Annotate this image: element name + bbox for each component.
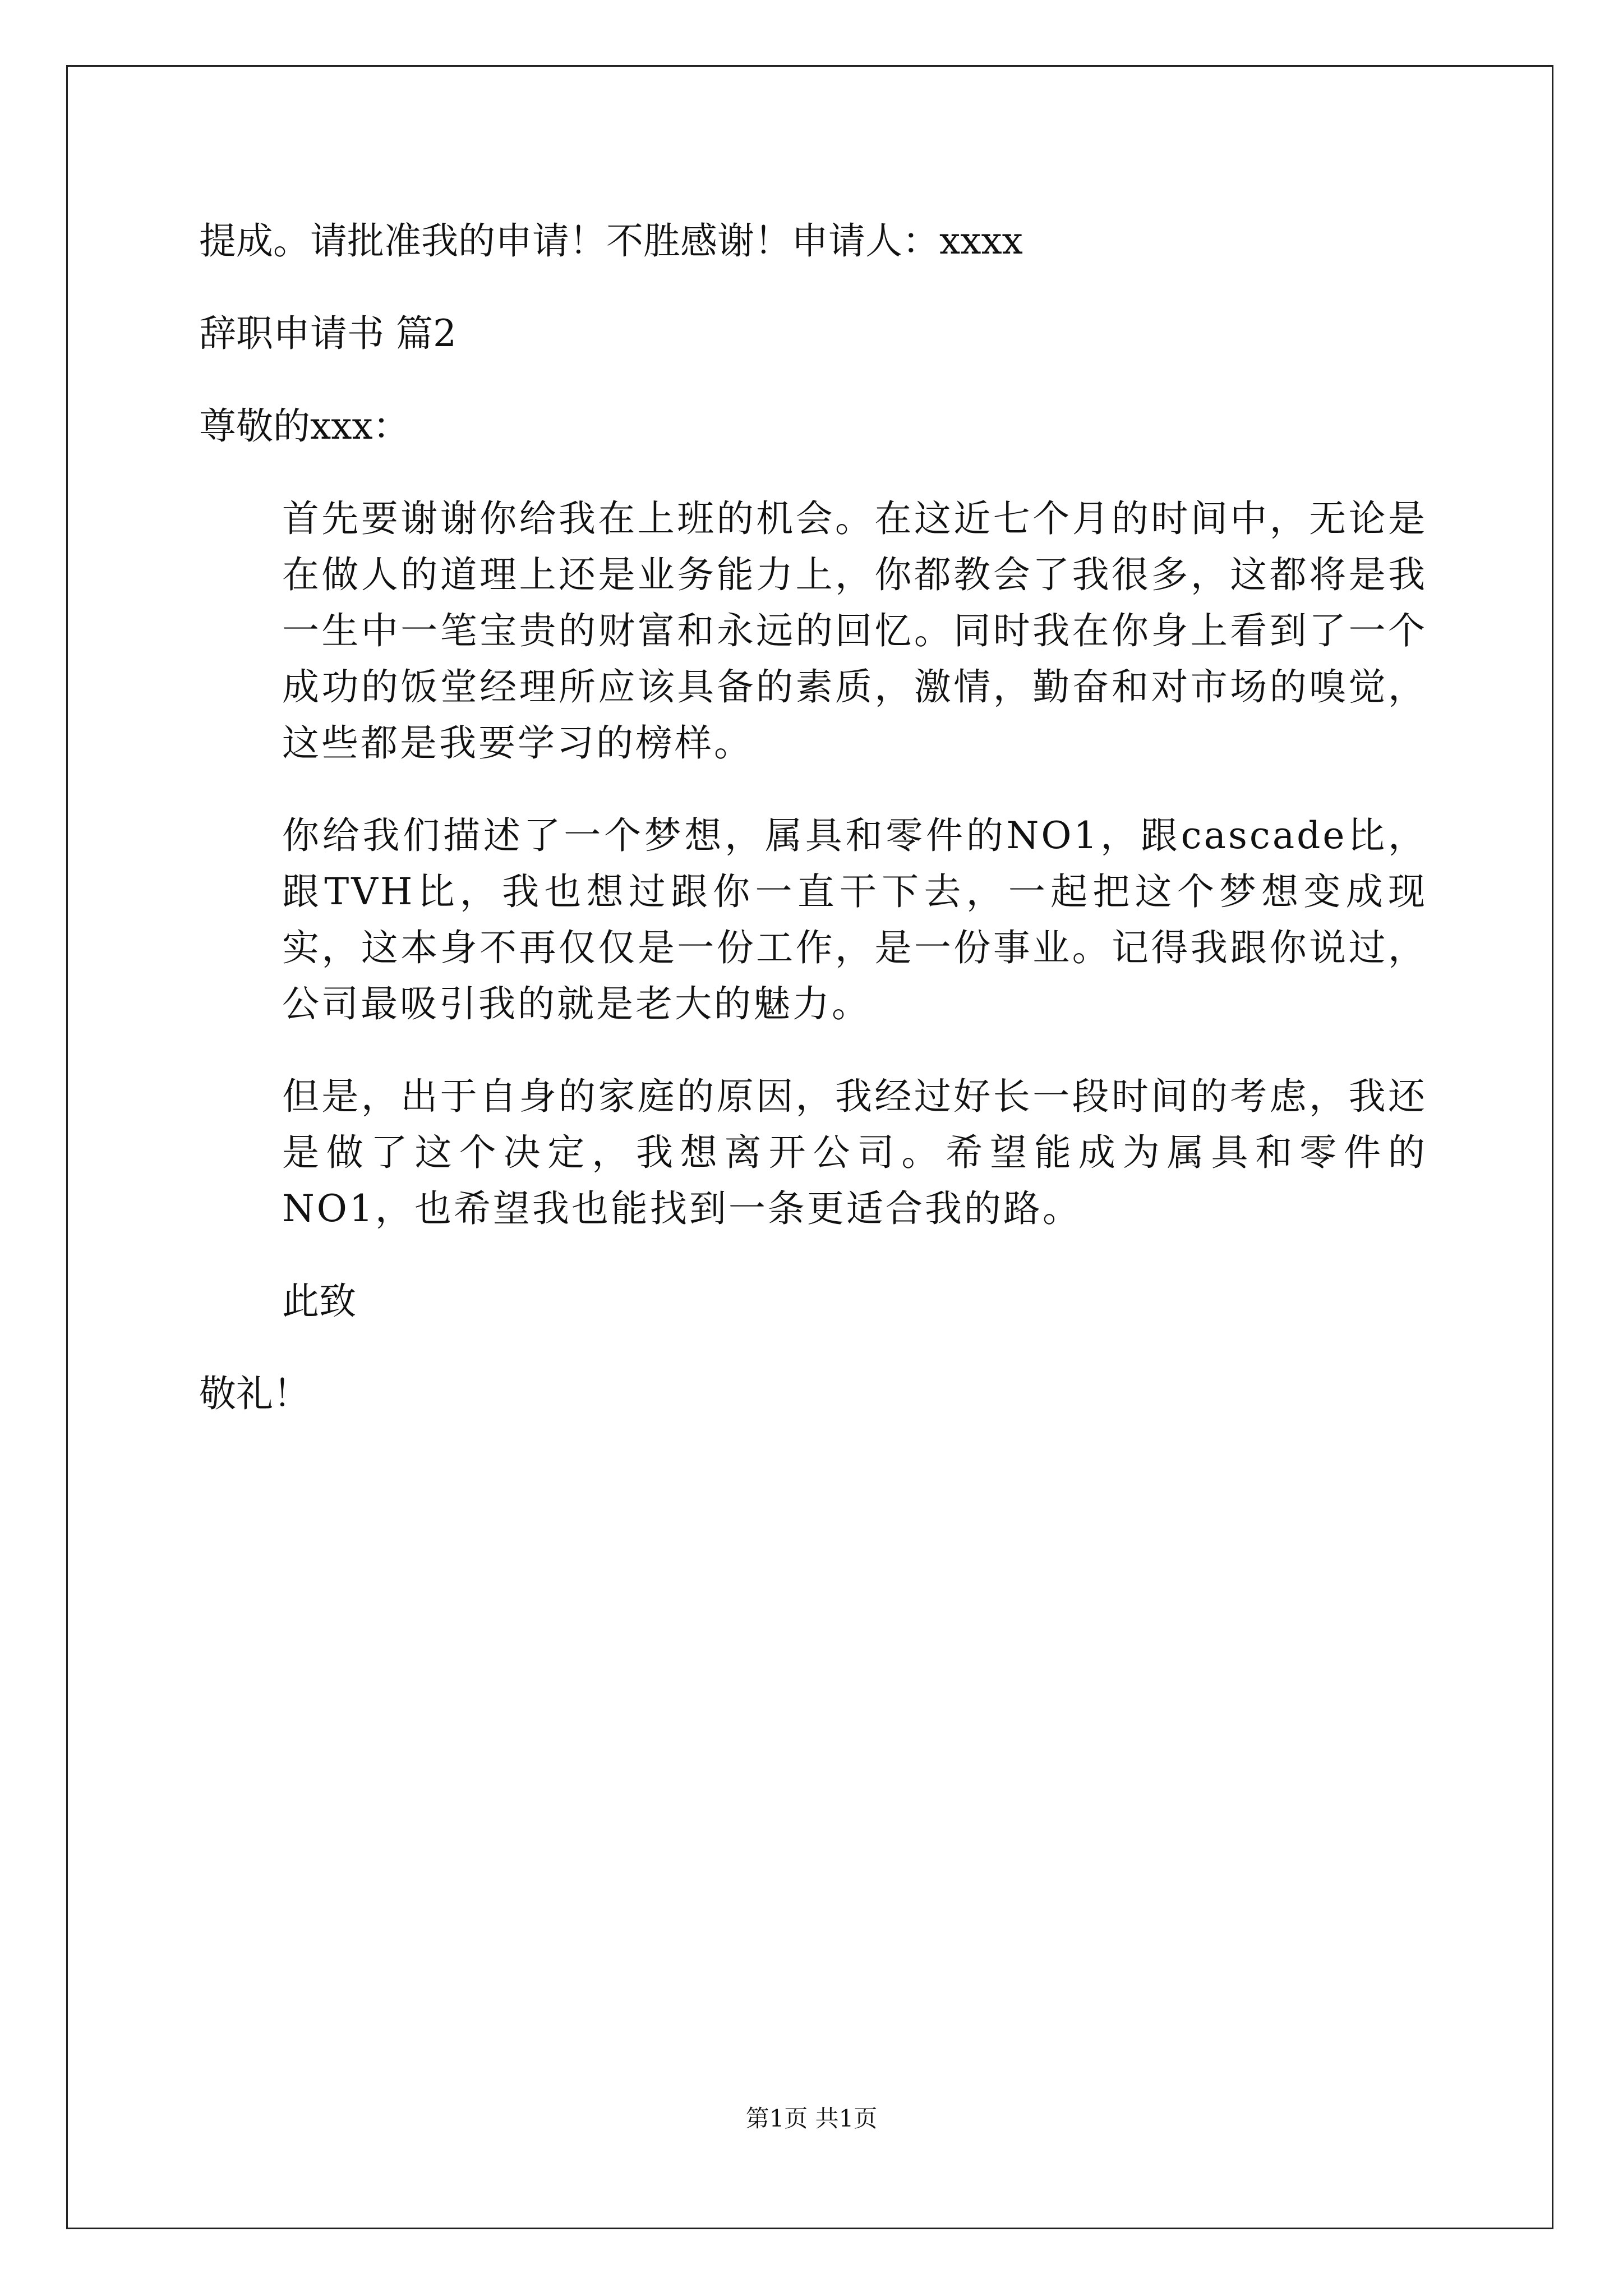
paragraph: 你给我们描述了一个梦想，属具和零件的NO1，跟cascade比，跟TVH比，我也想过跟你一直干下去，一起把这个梦想变成现实，这本身不再仅仅是一份工作，是一份事业。记得我跟你说过，公司最吸引我的就是老大的魅力。 xyxy=(282,814,1427,1025)
closing-line-2: 敬礼！ xyxy=(199,1372,310,1415)
section-title: 辞职申请书 篇2 xyxy=(199,312,457,355)
page-footer: 第1页 共1页 xyxy=(745,2105,878,2132)
previous-closing-line: 提成。请批准我的申请！不胜感谢！申请人：xxxx xyxy=(199,219,1023,263)
paragraph: 首先要谢谢你给我在上班的机会。在这近七个月的时间中，无论是在做人的道理上还是业务能力上，你都教会了我很多，这都将是我一生中一笔宝贵的财富和永远的回忆。同时我在你身上看到了一个成功的饭堂经理所应该具备的素质，激情，勤奋和对市场的嗅觉，这些都是我要学习的榜样。 xyxy=(282,497,1427,765)
document-body xyxy=(199,213,1427,1422)
salutation: 尊敬的xxx： xyxy=(199,404,410,448)
letter-paragraphs xyxy=(199,491,1427,1237)
closing-line-1: 此致 xyxy=(282,1280,356,1323)
paragraph: 但是，出于自身的家庭的原因，我经过好长一段时间的考虑，我还是做了这个决定，我想离开公司。希望能成为属具和零件的NO1，也希望我也能找到一条更适合我的路。 xyxy=(282,1075,1427,1230)
